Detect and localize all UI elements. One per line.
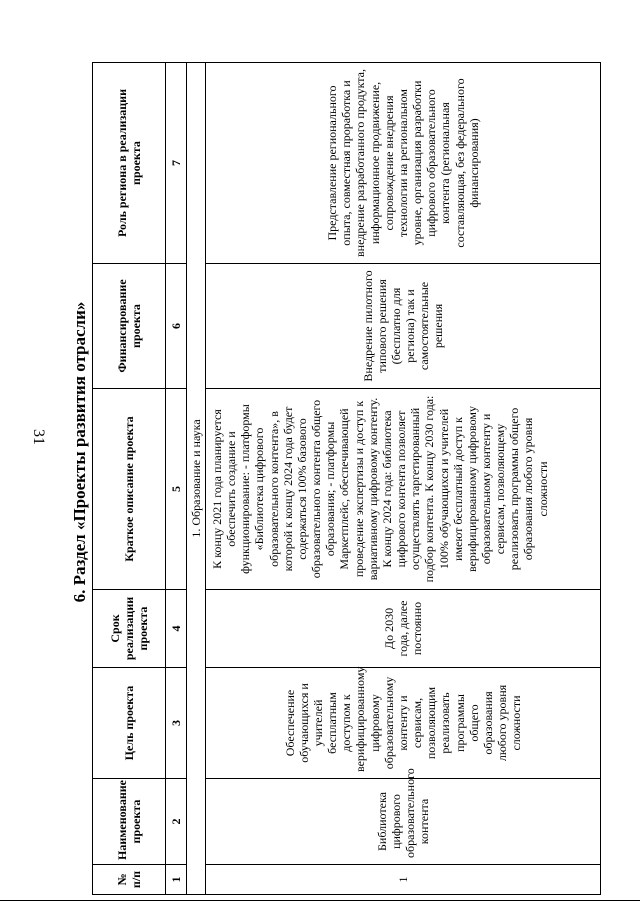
projects-table-container — [92, 63, 607, 895]
header-financing: Финансирование проекта — [93, 264, 166, 389]
column-number: 6 — [166, 264, 187, 389]
region-role: Представление регионального опыта, совместная проработка и внедрение разработанного продукта, информационное продвижение, сопровождение внедрения технологии на региональном уровне, организация разработки цифрового образовательного контента (региональная составляющая, без федерального финансирования) — [206, 63, 601, 264]
column-number: 7 — [166, 63, 187, 264]
project-goal: Обеспечение обучающихся и учителей бесплатным доступом к верифицированному цифровому образовательному контенту и сервисам, позволяющим реализовать программы общего образования любого уровня сложности — [206, 668, 601, 779]
project-term: До 2030 года, далее постоянно — [206, 590, 601, 668]
column-number: 1 — [166, 865, 187, 895]
header-num: № п/п — [93, 865, 166, 895]
column-number: 4 — [166, 590, 187, 668]
projects-table — [92, 62, 601, 895]
page-number: 31 — [30, 429, 47, 445]
header-term: Срок реализации проекта — [93, 590, 166, 668]
header-role: Роль региона в реализации проекта — [93, 63, 166, 264]
project-name: Библиотека цифрового образовательного контента — [206, 779, 601, 865]
column-number-row — [166, 63, 187, 895]
page-heading: 6. Раздел «Проекты развития отрасли» — [70, 301, 89, 603]
header-description: Краткое описание проекта — [93, 389, 166, 590]
row-number: 1 — [206, 865, 601, 895]
column-number: 3 — [166, 668, 187, 779]
section-row — [187, 63, 206, 895]
column-number: 5 — [166, 389, 187, 590]
table-row — [206, 63, 601, 895]
section-title: 1. Образование и наука — [187, 63, 206, 895]
bottom-rule — [0, 900, 640, 901]
project-financing: Внедрение пилотного типового решения (бесплатно для региона) так и самостоятельные решения — [206, 264, 601, 389]
project-description: К концу 2021 года планируется обеспечить создание и функционирование: - платформы «Библиотека цифрового образовательного контента», в которой к концу 2024 года будет содержаться 100% базового образовательного контента общего образования; - платформы Маркетплейс, обеспечивающей проведение экспертизы и доступ к вариативному цифровому контенту. К концу 2024 года: библиотека цифрового контента позволяет осуществлять таргетированный подбор контента. К концу 2030 года: 100% обучающихся и учителей имеют бесплатный доступ к верифицированному цифровому образовательному контенту и сервисам, позволяющему реализовать программы общего образования любого уровня сложности — [206, 389, 601, 590]
table-header-row — [93, 63, 166, 895]
header-name: Наименование проекта — [93, 779, 166, 865]
column-number: 2 — [166, 779, 187, 865]
header-goal: Цель проекта — [93, 668, 166, 779]
